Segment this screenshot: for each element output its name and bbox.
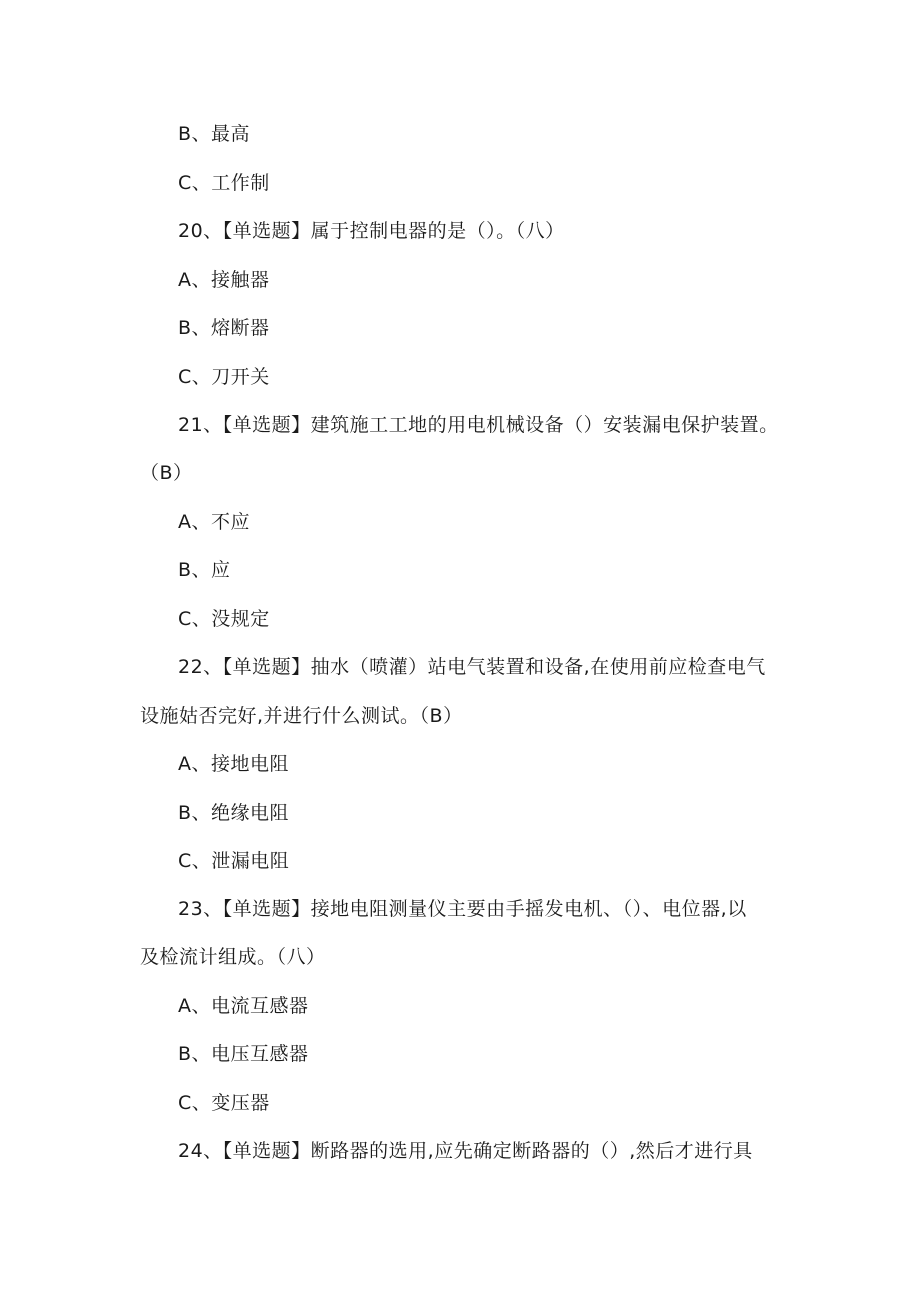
option-b-fuse: B、熔断器 (178, 317, 270, 339)
option-c-no-rule: C、没规定 (178, 608, 270, 630)
option-b-insulation-resistance: B、绝缘电阻 (178, 802, 290, 824)
question-20: 20、【单选题】属于控制电器的是（）。（八） (178, 220, 565, 242)
question-21-answer: （B） (140, 462, 193, 484)
question-22: 22、【单选题】抽水（喷灌）站电气装置和设备,在使用前应检查电气 (178, 656, 766, 678)
option-b-should: B、应 (178, 559, 231, 581)
option-c-knife-switch: C、刀开关 (178, 366, 270, 388)
option-a-should-not: A、不应 (178, 511, 250, 533)
option-c-duty-cycle: C、工作制 (178, 172, 270, 194)
question-24: 24、【单选题】断路器的选用,应先确定断路器的（）,然后才进行具 (178, 1140, 753, 1162)
question-21: 21、【单选题】建筑施工工地的用电机械设备（）安装漏电保护装置。 (178, 414, 779, 436)
option-a-current-transformer: A、电流互感器 (178, 995, 309, 1017)
question-22-continuation: 设施姑否完好,并进行什么测试。（B） (140, 705, 463, 727)
option-c-leakage-resistance: C、泄漏电阻 (178, 850, 290, 872)
option-c-transformer: C、变压器 (178, 1092, 270, 1114)
option-a-contactor: A、接触器 (178, 269, 270, 291)
option-b-voltage-transformer: B、电压互感器 (178, 1043, 309, 1065)
option-b-highest: B、最高 (178, 123, 251, 145)
option-a-ground-resistance: A、接地电阻 (178, 753, 289, 775)
question-23: 23、【单选题】接地电阻测量仪主要由手摇发电机、（）、电位器,以 (178, 898, 747, 920)
question-23-continuation: 及检流计组成。（八） (140, 946, 326, 968)
